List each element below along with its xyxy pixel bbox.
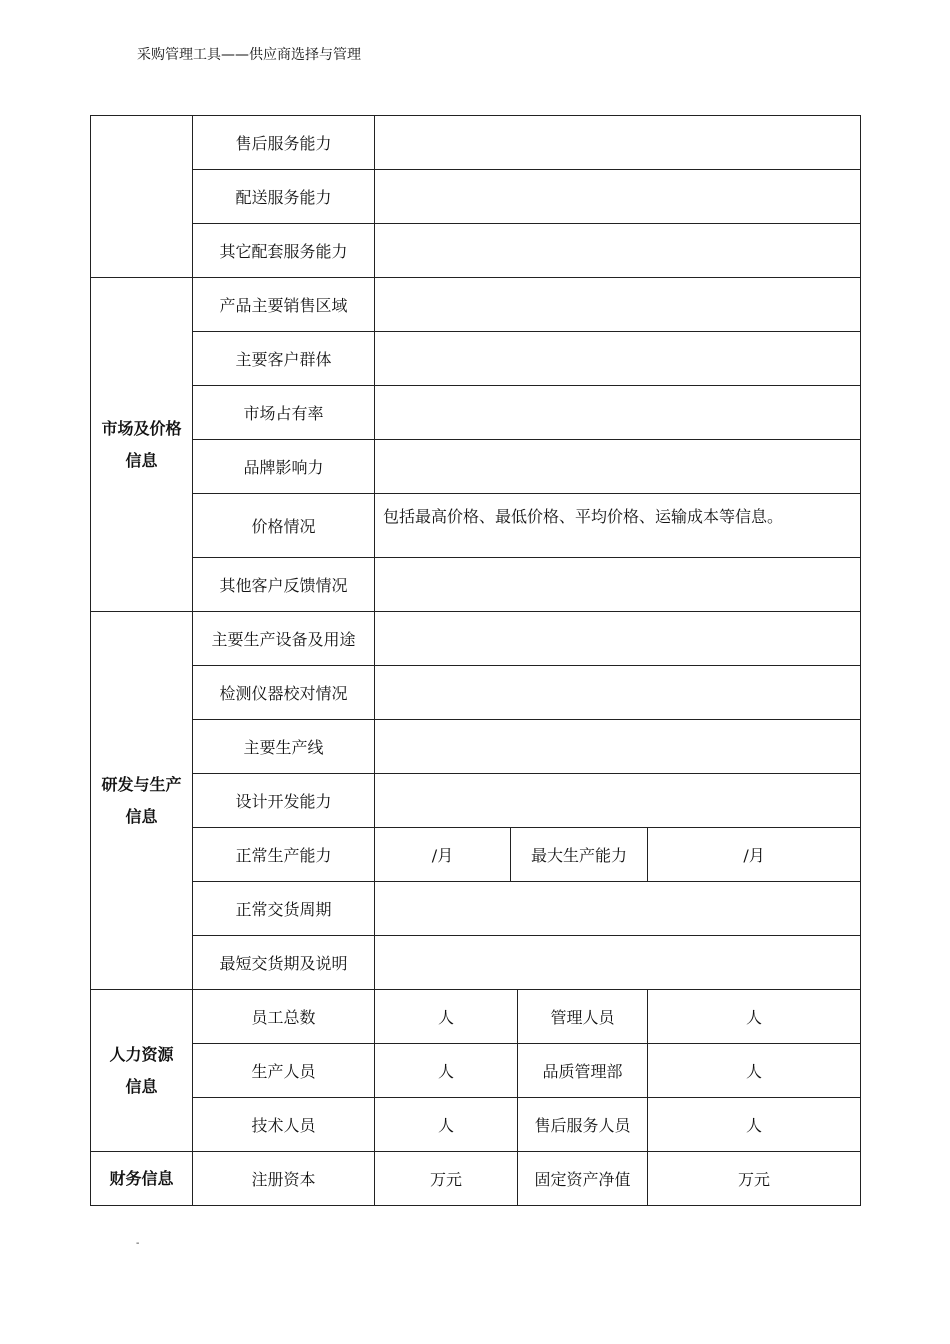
row-label: 品质管理部 [518, 1044, 648, 1098]
row-label: 正常生产能力 [193, 828, 375, 882]
row-label: 技术人员 [193, 1098, 375, 1152]
row-label: 价格情况 [193, 494, 375, 558]
value-cell[interactable] [375, 170, 861, 224]
row-label: 售后服务能力 [193, 116, 375, 170]
value-cell[interactable] [375, 936, 861, 990]
market-section-label-text: 市场及价格 信息 [101, 418, 182, 470]
row-label: 设计开发能力 [193, 774, 375, 828]
value-cell[interactable] [375, 720, 861, 774]
count-cell[interactable]: 人 [648, 990, 861, 1044]
count-cell[interactable]: 人 [375, 1044, 518, 1098]
count-cell[interactable]: 人 [648, 1044, 861, 1098]
footer-mark: - [136, 1238, 140, 1249]
value-cell[interactable] [375, 278, 861, 332]
row-label: 员工总数 [193, 990, 375, 1044]
row-label: 主要生产设备及用途 [193, 612, 375, 666]
value-cell[interactable] [375, 882, 861, 936]
row-label: 管理人员 [518, 990, 648, 1044]
rnd-section-label [91, 612, 193, 990]
row-label: 售后服务人员 [518, 1098, 648, 1152]
row-label: 配送服务能力 [193, 170, 375, 224]
row-label: 市场占有率 [193, 386, 375, 440]
row-label: 其它配套服务能力 [193, 224, 375, 278]
amount-cell[interactable]: 万元 [648, 1152, 861, 1206]
value-cell[interactable] [375, 666, 861, 720]
value-cell[interactable] [375, 440, 861, 494]
row-label: 注册资本 [193, 1152, 375, 1206]
hr-section-label-text: 人力资源 信息 [109, 1044, 174, 1096]
value-cell[interactable] [375, 224, 861, 278]
row-label: 固定资产净值 [518, 1152, 648, 1206]
rnd-section-label-text: 研发与生产 信息 [101, 774, 182, 826]
row-label: 主要生产线 [193, 720, 375, 774]
hr-section-label [91, 990, 193, 1152]
value-cell[interactable] [375, 774, 861, 828]
normal-capacity-cell[interactable]: /月 [375, 828, 511, 882]
value-cell[interactable] [375, 386, 861, 440]
value-cell[interactable] [375, 332, 861, 386]
count-cell[interactable]: 人 [648, 1098, 861, 1152]
service-section-cell [91, 116, 193, 278]
page-header-title: 采购管理工具——供应商选择与管理 [137, 47, 361, 63]
row-label: 其他客户反馈情况 [193, 558, 375, 612]
row-label: 检测仪器校对情况 [193, 666, 375, 720]
market-section-label [91, 278, 193, 612]
amount-cell[interactable]: 万元 [375, 1152, 518, 1206]
count-cell[interactable]: 人 [375, 1098, 518, 1152]
count-cell[interactable]: 人 [375, 990, 518, 1044]
row-label: 产品主要销售区域 [193, 278, 375, 332]
max-capacity-label: 最大生产能力 [511, 828, 648, 882]
row-label: 正常交货周期 [193, 882, 375, 936]
supplier-info-table [90, 115, 861, 1206]
row-label: 最短交货期及说明 [193, 936, 375, 990]
value-cell[interactable] [375, 558, 861, 612]
row-label: 主要客户群体 [193, 332, 375, 386]
row-label: 品牌影响力 [193, 440, 375, 494]
price-note-cell[interactable]: 包括最高价格、最低价格、平均价格、运输成本等信息。 [375, 494, 861, 558]
finance-section-label: 财务信息 [91, 1152, 193, 1206]
max-capacity-cell[interactable]: /月 [648, 828, 861, 882]
value-cell[interactable] [375, 116, 861, 170]
value-cell[interactable] [375, 612, 861, 666]
row-label: 生产人员 [193, 1044, 375, 1098]
